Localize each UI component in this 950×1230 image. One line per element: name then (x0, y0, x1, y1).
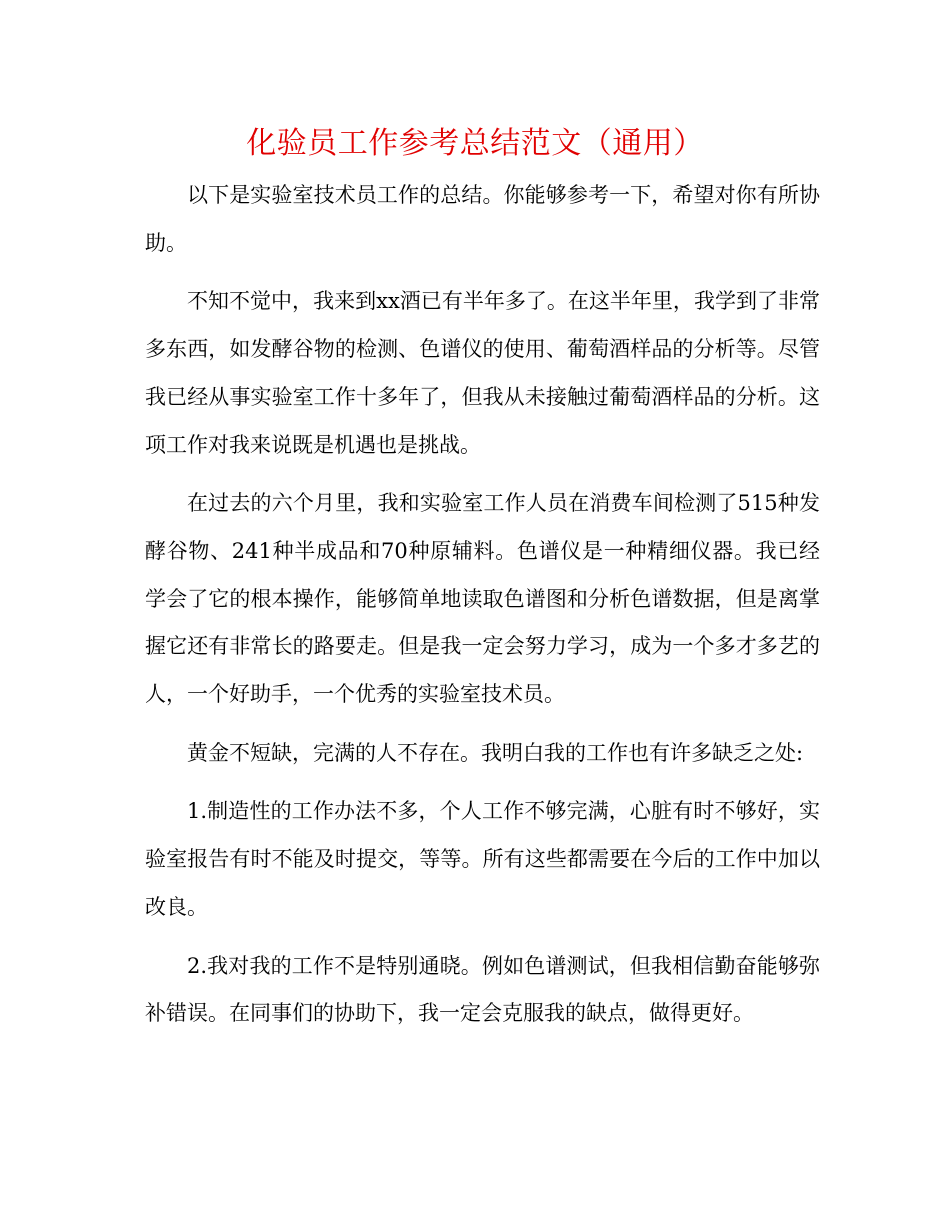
paragraph-shortcomings: 黄金不短缺，完满的人不存在。我明白我的工作也有许多缺乏之处: (187, 740, 804, 765)
paragraph-intro: 以下是实验室技术员工作的总结。你能够参考一下，希望对你有所协助。 (145, 183, 820, 255)
paragraph-item-1: 1.制造性的工作办法不多，个人工作不够完满，心脏有时不够好，实验室报告有时不能及时提交，等等。所有这些都需要在今后的工作中加以改良。 (145, 799, 820, 919)
document-body (145, 172, 820, 1049)
paragraph-half-year: 不知不觉中，我来到xx酒已有半年多了。在这半年里，我学到了非常多东西，如发酵谷物的检测、色谱仪的使用、葡萄酒样品的分析等。尽管我已经从事实验室工作十多年了，但我从未接触过葡萄酒样品的分析。这项工作对我来说既是机遇也是挑战。 (145, 289, 820, 457)
paragraph-item-2: 2.我对我的工作不是特别通晓。例如色谱测试，但我相信勤奋能够弥补错误。在同事们的协助下，我一定会克服我的缺点，做得更好。 (145, 953, 820, 1026)
paragraph-six-months: 在过去的六个月里，我和实验室工作人员在消费车间检测了515种发酵谷物、241种半成品和70种原辅料。色谱仪是一种精细仪器。我已经学会了它的根本操作，能够简单地读取色谱图和分析色谱数据，但是离掌握它还有非常长的路要走。但是我一定会努力学习，成为一个多才多艺的人，一个好助手，一个优秀的实验室技术员。 (145, 491, 820, 707)
document-title: 化验员工作参考总结范文（通用） (246, 126, 704, 161)
